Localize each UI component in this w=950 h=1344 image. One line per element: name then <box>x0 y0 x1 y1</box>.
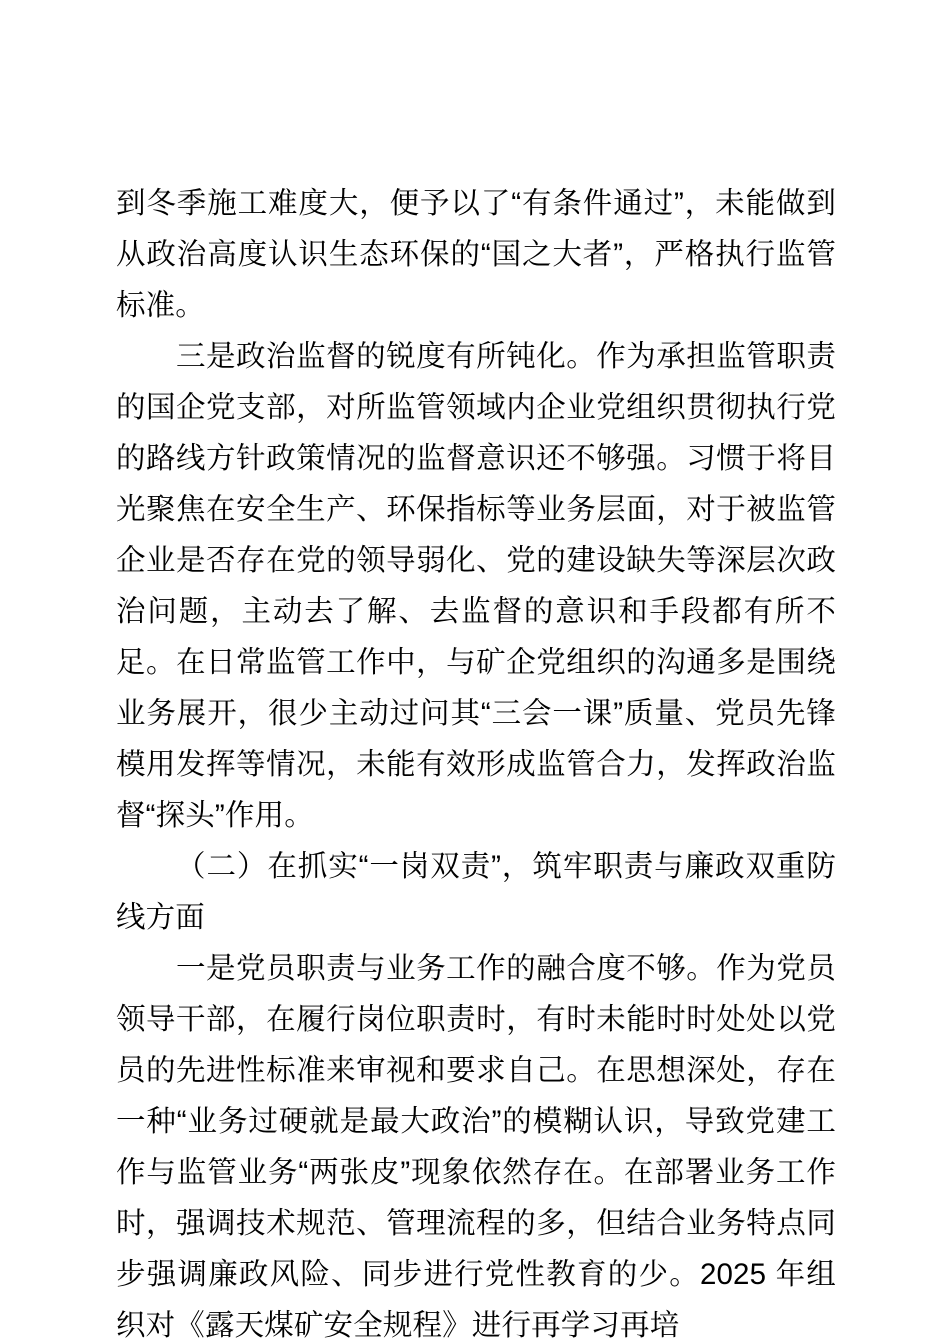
document-text-body <box>116 178 836 1344</box>
paragraph-point-one: 一是党员职责与业务工作的融合度不够。作为党员领导干部，在履行岗位职责时，有时未能时时处处以党员的先进性标准来审视和要求自己。在思想深处，存在一种“业务过硬就是最大政治”的模糊认识，导致党建工作与监管业务“两张皮”现象依然存在。在部署业务工作时，强调技术规范、管理流程的多，但结合业务特点同步强调廉政风险、同步进行党性教育的少。2025 年组织对《露天煤矿安全规程》进行再学习再培 <box>116 952 836 1342</box>
section-heading-two: （二）在抓实“一岗双责”，筑牢职责与廉政双重防线方面 <box>116 850 836 934</box>
paragraph-point-three: 三是政治监督的锐度有所钝化。作为承担监管职责的国企党支部，对所监管领域内企业党组织贯彻执行党的路线方针政策情况的监督意识还不够强。习惯于将目光聚焦在安全生产、环保指标等业务层面，对于被监管企业是否存在党的领导弱化、党的建设缺失等深层次政治问题，主动去了解、去监督的意识和手段都有所不足。在日常监管工作中，与矿企党组织的沟通多是围绕业务展开，很少主动过问其“三会一课”质量、党员先锋模用发挥等情况，未能有效形成监管合力，发挥政治监督“探头”作用。 <box>116 340 836 832</box>
paragraph-continuation: 到冬季施工难度大，便予以了“有条件通过”，未能做到从政治高度认识生态环保的“国之大者”，严格执行监管标准。 <box>116 187 836 322</box>
